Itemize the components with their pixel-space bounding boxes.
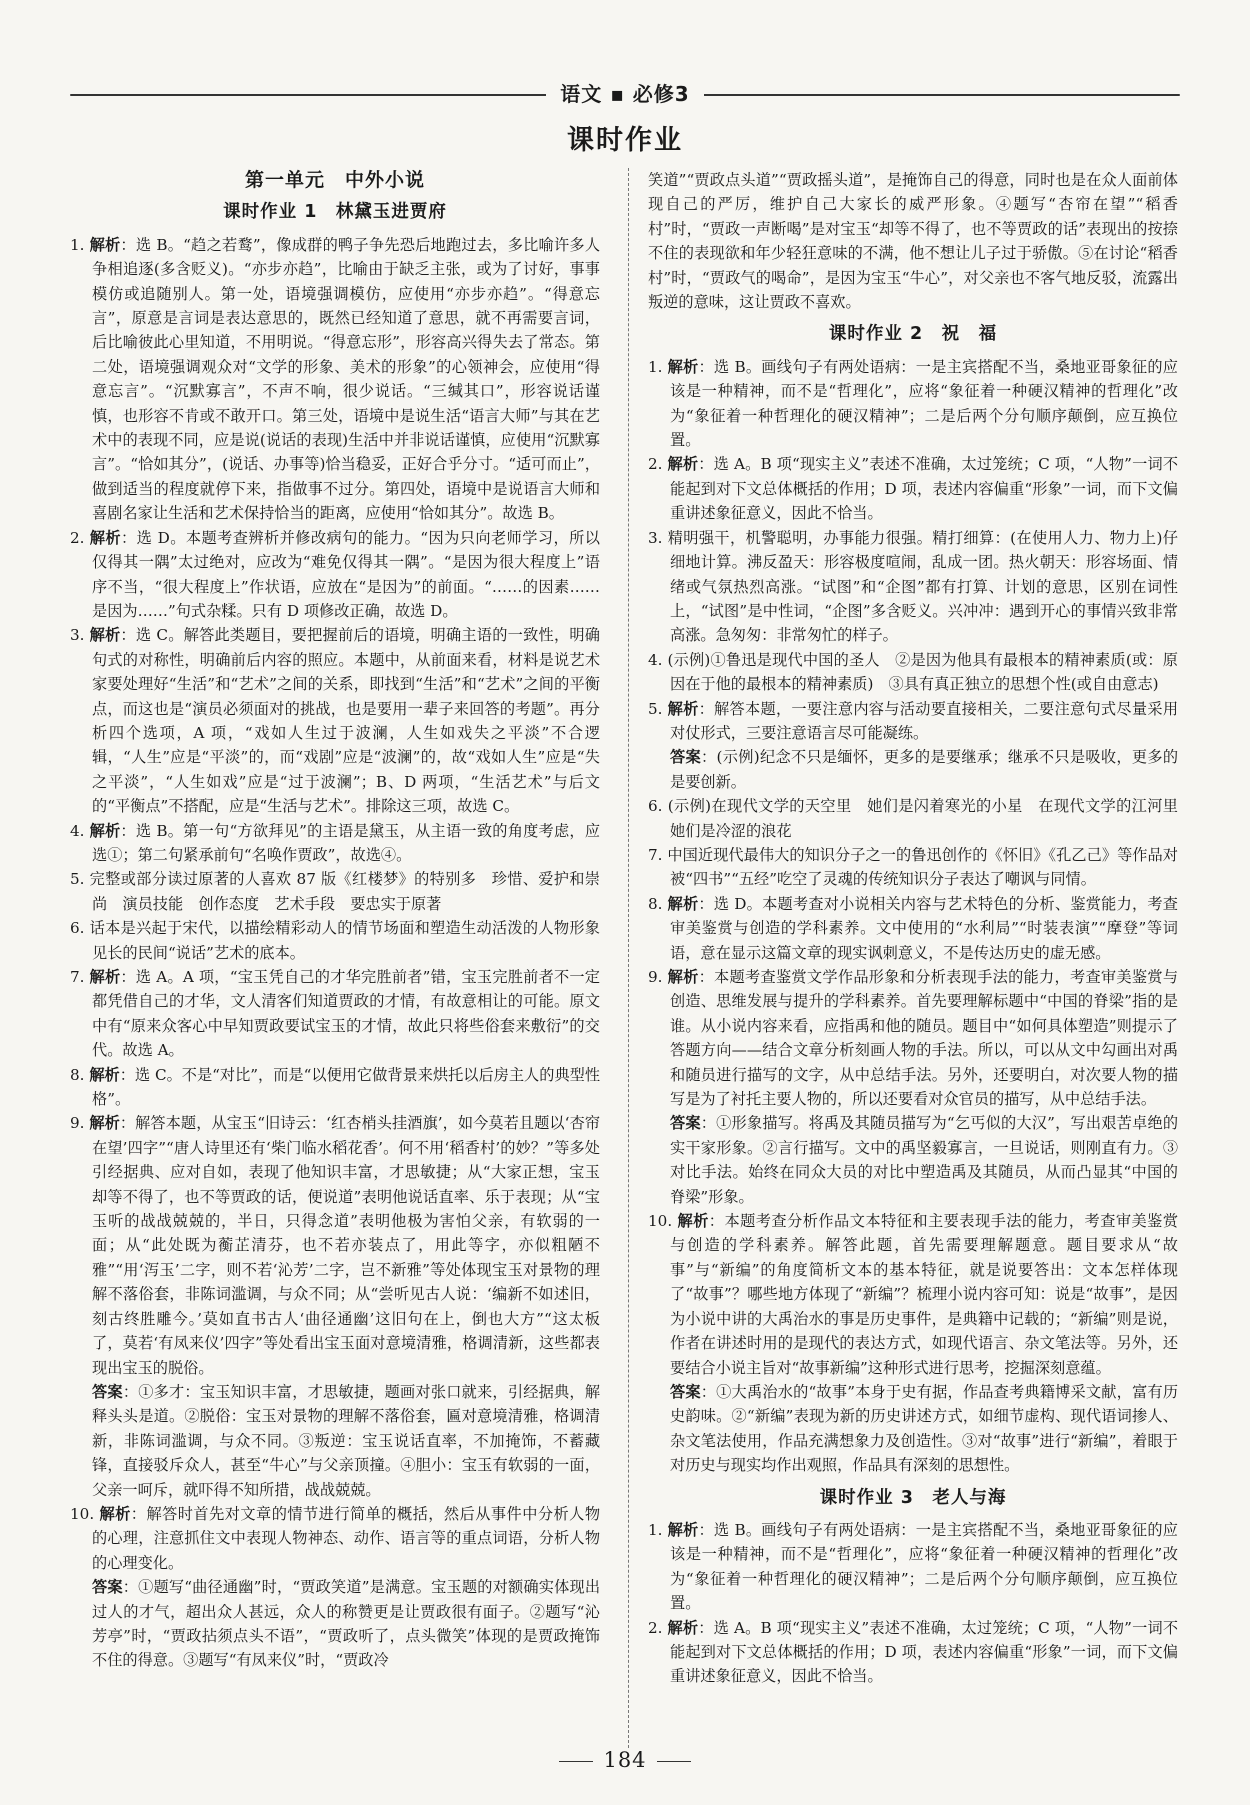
answer-item: 3. 精明强干，机警聪明，办事能力很强。精打细算：(在使用人力、物力上)仔细地计算。沸反盈天：形容极度喧闹，乱成一团。热火朝天：形容场面、情绪或气氛热烈高涨。“试图”和“企图”都有打算、计划的意思，区别在词性上，“试图”是中性词，“企图”多含贬义。兴冲冲：遇到开心的事情兴致非常高涨。急匆匆：非常匆忙的样子。 [648, 528, 1178, 645]
answer-item: 9. 解析：本题考查鉴赏文学作品形象和分析表现手法的能力，考查审美鉴赏与创造、思维发展与提升的学科素养。首先要理解标题中“中国的脊梁”指的是谁。从小说内容来看，应指禹和他的随员。题目中“如何具体塑造”则提示了答题方向——结合文章分析刻画人物的手法。所以，可以从文中勾画出对禹和随员进行描写的文字，从中总结手法。另外，还要明白，对次要人物的描写是为了衬托主要人物的，所以还要看对众官员的描写，从中总结手法。 [648, 968, 1179, 1109]
jiexi-label: 解析 [667, 357, 699, 376]
jiexi-label: 解析 [99, 1504, 131, 1523]
left-column [70, 168, 600, 1673]
page-number-dash [657, 1761, 691, 1762]
answer-text: 答案：①多才：宝玉知识丰富，才思敏捷，题画对张口就来，引经据典，解释头头是道。②脱俗：宝玉对景物的理解不落俗套，匾对意境清雅，格调清新，非陈词滥调，与众不同。③叛逆：宝玉说话直率，不加掩饰，不蓄藏锋，直接驳斥众人，甚至“牛心”与父亲顶撞。④胆小：宝玉有软弱的一面，父亲一呵斥，就吓得不知所措，战战兢兢。 [92, 1382, 601, 1499]
answer-item: 4. 解析：选 B。第一句“方欲拜见”的主语是黛玉，从主语一致的角度考虑，应选①；第二句紧承前句“名唤作贾政”，故选④。 [70, 821, 601, 864]
answer-item: 7. 解析：选 A。A 项，“宝玉凭自己的才华完胜前者”错，宝玉完胜前者不一定都凭借自己的才华，文人清客们知道贾政的才情，有故意相让的可能。原文中有“原来众客心中早知贾政要试宝玉的才情，故此只将些俗套来敷衍”的交代。故选 A。 [70, 968, 600, 1060]
jiexi-label: 解析 [667, 1618, 699, 1637]
page-number-dash [559, 1761, 593, 1762]
answer-item: 6. 话本是兴起于宋代，以描绘精彩动人的情节场面和塑造生动活泼的人物形象见长的民间“说话”艺术的底本。 [70, 919, 600, 962]
answer-item: 1. 解析：选 B。画线句子有两处语病：一是主宾搭配不当，桑地亚哥象征的应该是一种精神，而不是“哲理化”，应将“象征着一种硬汉精神的哲理化”改为“象征着一种哲理化的硬汉精神”；二是后两个分句顺序颠倒，应互换位置。 [648, 1520, 1178, 1613]
jiexi-label: 解析 [89, 821, 121, 840]
answer-item: 1. 解析：选 B。“趋之若鹜”，像成群的鸭子争先恐后地跑过去，多比喻许多人争相追逐(多含贬义)。“亦步亦趋”，比喻由于缺乏主张，或为了讨好，事事模仿或追随别人。第一处，语境强调模仿，应使用“亦步亦趋”。“得意忘言”，原意是言词是表达意思的，既然已经知道了意思，就不再需要言词，后比喻彼此心里知道，不用明说。“得意忘形”，形容高兴得失去了常态。第二处，语境强调观众对“文学的形象、美术的形象”的心领神会，应使用“得意忘言”。“沉默寡言”，不声不响，很少说话。“三缄其口”，形容说话谨慎，也形容不肯或不敢开口。第三处，语境中是说生活“语言大师”与其在艺术中的表现不同，应是说(说话的表现)生活中并非说话谨慎，应使用“沉默寡言”。“恰如其分”，(说话、办事等)恰当稳妥，正好合乎分寸。“适可而止”，做到适当的程度就停下来，指做事不过分。第四处，语境中是说语言大师和喜剧名家让生活和艺术保持恰当的距离，应使用“恰如其分”。故选 B。 [70, 235, 601, 523]
jiexi-label: 解析 [677, 1212, 709, 1231]
lesson-1-title: 课时作业 1 林黛玉进贾府 [223, 202, 447, 223]
daan-label: 答案 [92, 1578, 123, 1597]
answer-text: 答案：(示例)纪念不只是缅怀，更多的是要继承；继承不只是吸收，更多的是要创新。 [670, 748, 1179, 791]
answer-item: 8. 解析：选 C。不是“对比”，而是“以便用它做背景来烘托以后房主人的典型性格”。 [70, 1065, 601, 1109]
daan-label: 答案 [670, 1382, 701, 1401]
answer-item: 4. (示例)①鲁迅是现代中国的圣人 ②是因为他具有最根本的精神素质(或：原因在于他的最根本的精神素质) ③具有真正独立的思想个性(或自由意志) [648, 650, 1178, 694]
daan-label: 答案 [670, 748, 701, 767]
jiexi-label: 解析 [89, 1065, 120, 1084]
answer-item: 10. 解析：解答时首先对文章的情节进行简单的概括，然后从事件中分析人物的心理，注意抓住文中表现人物神态、动作、语言等的重点词语，分析人物的心理变化。 [70, 1504, 601, 1572]
jiexi-label: 解析 [89, 968, 121, 986]
page-title: 课时作业 [567, 125, 683, 156]
unit-title: 第一单元 中外小说 [244, 169, 425, 191]
answer-item: 1. 解析：选 B。画线句子有两处语病：一是主宾搭配不当，桑地亚哥象征的应该是一种精神，而不是“哲理化”，应将“象征着一种硬汉精神的哲理化”改为“象征着一种哲理化的硬汉精神”；二是后两个分句顺序颠倒，应互换位置。 [648, 357, 1178, 450]
continued-text: 笑道”“贾政点头道”“贾政摇头道”，是掩饰自己的得意，同时也是在众人面前体现自己的严厉，维护自己大家长的威严形象。④题写“杏帘在望”“稻香村”时，“贾政一声断喝”是对宝玉“却等不得了，也不等贾政的话”表现出的按捺不住的表现欲和年少轻狂意味的不满，他不想让儿子过于骄傲。⑤在讨论“稻香村”时，“贾政气的喝命”，是因为宝玉“牛心”，对父亲也不客气地反驳，流露出叛逆的意味，这让贾政不喜欢。 [648, 171, 1178, 312]
lesson-3-title: 课时作业 3 老人与海 [819, 1487, 1007, 1508]
jiexi-label: 解析 [667, 699, 699, 718]
answer-item: 9. 解析：解答本题，从宝玉“旧诗云：‘红杏梢头挂酒旗’，如今莫若且题以‘杏帘在望’四字”“唐人诗里还有‘柴门临水稻花香’。何不用‘稻香村’的妙？”等多处引经据典、应对自如，表现了他知识丰富，才思敏捷；从“大家正想，宝玉却等不得了，也不等贾政的话，便说道”表明他说话直率、乐于表现；从“宝玉听的战战兢兢的，半日，只得念道”表明他极为害怕父亲，有软弱的一面；从“此处既为蘅芷清芬，也不若亦装点了，用此等字，亦似粗陋不雅”“用‘泻玉’二字，则不若‘沁芳’二字，岂不新雅”等处体现宝玉对景物的理解不落俗套，非陈词滥调，与众不同；从“尝听见古人说：‘编新不如述旧，刻古终胜雕今。’莫如直书古人‘曲径通幽’这旧句在上，倒也大方”“这太板了，莫若‘有凤来仪’四字”等处看出宝玉面对意境清雅，格调清新，这些都表现出宝玉的脱俗。 [70, 1114, 601, 1377]
answer-item: 2. 解析：选 D。本题考查辨析并修改病句的能力。“因为只向老师学习，所以仅得其一隅”太过绝对，应改为“难免仅得其一隅”。“是因为很大程度上”语序不当，“很大程度上”作状语，应放在“是因为”的前面。“……的因素……是因为……”句式杂糅。只有 D 项修改正确，故选 D。 [70, 528, 600, 620]
answer-text: 答案：①形象描写。将禹及其随员描写为“乞丐似的大汉”，写出艰苦卓绝的实干家形象。②言行描写。文中的禹坚毅寡言，一旦说话，则刚直有力。③对比手法。始终在同众大员的对比中塑造禹及其随员，从而凸显其“中国的脊梁”形象。 [670, 1114, 1179, 1206]
answer-item: 7. 中国近现代最伟大的知识分子之一的鲁迅创作的《怀旧》《孔乙己》等作品对被“四书”“五经”吃空了灵魂的传统知识分子表达了嘲讽与同情。 [648, 845, 1178, 889]
answer-item: 2. 解析：选 A。B 项“现实主义”表述不准确，太过笼统；C 项，“人物”一词不能起到对下文总体概括的作用；D 项，表述内容偏重“形象”一词，而下文偏重讲述象征意义，因此不恰当。 [648, 1618, 1179, 1686]
lesson-2-title: 课时作业 2 祝 福 [828, 324, 998, 345]
jiexi-label: 解析 [89, 1114, 120, 1133]
running-header [70, 78, 1180, 112]
answer-item: 6. (示例)在现代文学的天空里 她们是闪着寒光的小星 在现代文学的江河里 她们是冷涩的浪花 [648, 797, 1194, 840]
jiexi-label: 解析 [667, 894, 699, 913]
answer-item: 10. 解析：本题考查分析作品文本特征和主要表现手法的能力，考查审美鉴赏与创造的学科素养。解答此题，首先需要理解题意。题目要求从“故事”与“新编”的角度简析文本的基本特征，就是说要答出：文本怎样体现了“故事”？哪些地方体现了“新编”？梳理小说内容可知：说是“故事”，是因为小说中讲的大禹治水的事是历史事件，是典籍中记载的；“新编”则是说，作者在讲述时用的是现代的表达方式，如现代语言、杂文笔法等。另外，还要结合小说主旨对“故事新编”这种形式进行思考，挖掘深刻意蕴。 [648, 1212, 1179, 1377]
jiexi-label: 解析 [89, 626, 121, 645]
column-divider [628, 168, 629, 1748]
answer-item: 3. 解析：选 C。解答此类题目，要把握前后的语境，明确主语的一致性，明确句式的对称性，明确前后内容的照应。本题中，从前面来看，材料是说艺术家要处理好“生活”和“艺术”之间的关系，即找到“生活”和“艺术”之间的平衡点，而这也是“演员必须面对的挑战，也是要用一辈子来回答的考题”。再分析四个选项，A 项，“戏如人生过于波澜，人生如戏失之平淡”不合逻辑，“人生”应是“平淡”的，而“戏剧”应是“波澜”的，故“戏如人生”应是“失之平淡”，“人生如戏”应是“过于波澜”；B、D 两项，“生活艺术”与后文的“平衡点”不搭配，应是“生活与艺术”。排除这三项，故选 C。 [70, 626, 600, 816]
answer-item: 5. 完整或部分读过原著的人喜欢 87 版《红楼梦》的特别多 珍惜、爱护和崇尚 演员技能 创作态度 艺术手段 要忠实于原著 [70, 870, 600, 913]
jiexi-label: 解析 [667, 455, 699, 474]
answer-item: 2. 解析：选 A。B 项“现实主义”表述不准确，太过笼统；C 项，“人物”一词不能起到对下文总体概括的作用；D 项，表述内容偏重“形象”一词，而下文偏重讲述象征意义，因此不恰当。 [648, 455, 1179, 523]
jiexi-label: 解析 [667, 968, 699, 986]
jiexi-label: 解析 [89, 235, 121, 254]
daan-label: 答案 [670, 1114, 701, 1133]
right-column [648, 168, 1194, 1689]
daan-label: 答案 [92, 1382, 123, 1401]
answer-item: 8. 解析：选 D。本题考查对小说相关内容与艺术特色的分析、鉴赏能力，考查审美鉴赏与创造的学科素养。文中使用的“水利局”“时装表演”“摩登”等词语，意在显示这篇文章的现实讽刺意义，不是传达历史的虚无感。 [648, 894, 1178, 962]
jiexi-label: 解析 [667, 1520, 699, 1539]
jiexi-label: 解析 [89, 528, 122, 547]
page-number: 184 [0, 1748, 1250, 1772]
answer-item: 5. 解析：解答本题，一要注意内容与活动要直接相关，二要注意句式尽量采用对仗形式，三要注意语言尽可能凝练。 [648, 699, 1179, 742]
answer-text: 答案：①题写“曲径通幽”时，“贾政笑道”是满意。宝玉题的对额确实体现出过人的才气，超出众人甚远，众人的称赞更是让贾政很有面子。②题写“沁芳亭”时，“贾政拈须点头不语”，“贾政听了，点头微笑”体现的是贾政掩饰不住的得意。③题写“有凤来仪”时，“贾政冷 [92, 1578, 601, 1670]
header-title: 语文 ▪ 必修3 [546, 82, 703, 106]
answer-text: 答案：①大禹治水的“故事”本身于史有据，作品查考典籍博采文献，富有历史韵味。②“新编”表现为新的历史讲述方式，如细节虚构、现代语词掺人、杂文笔法使用，作品充满想象力及创造性。③对“故事”进行“新编”，着眼于对历史与现实均作出观照，作品具有深刻的思想性。 [670, 1382, 1179, 1475]
